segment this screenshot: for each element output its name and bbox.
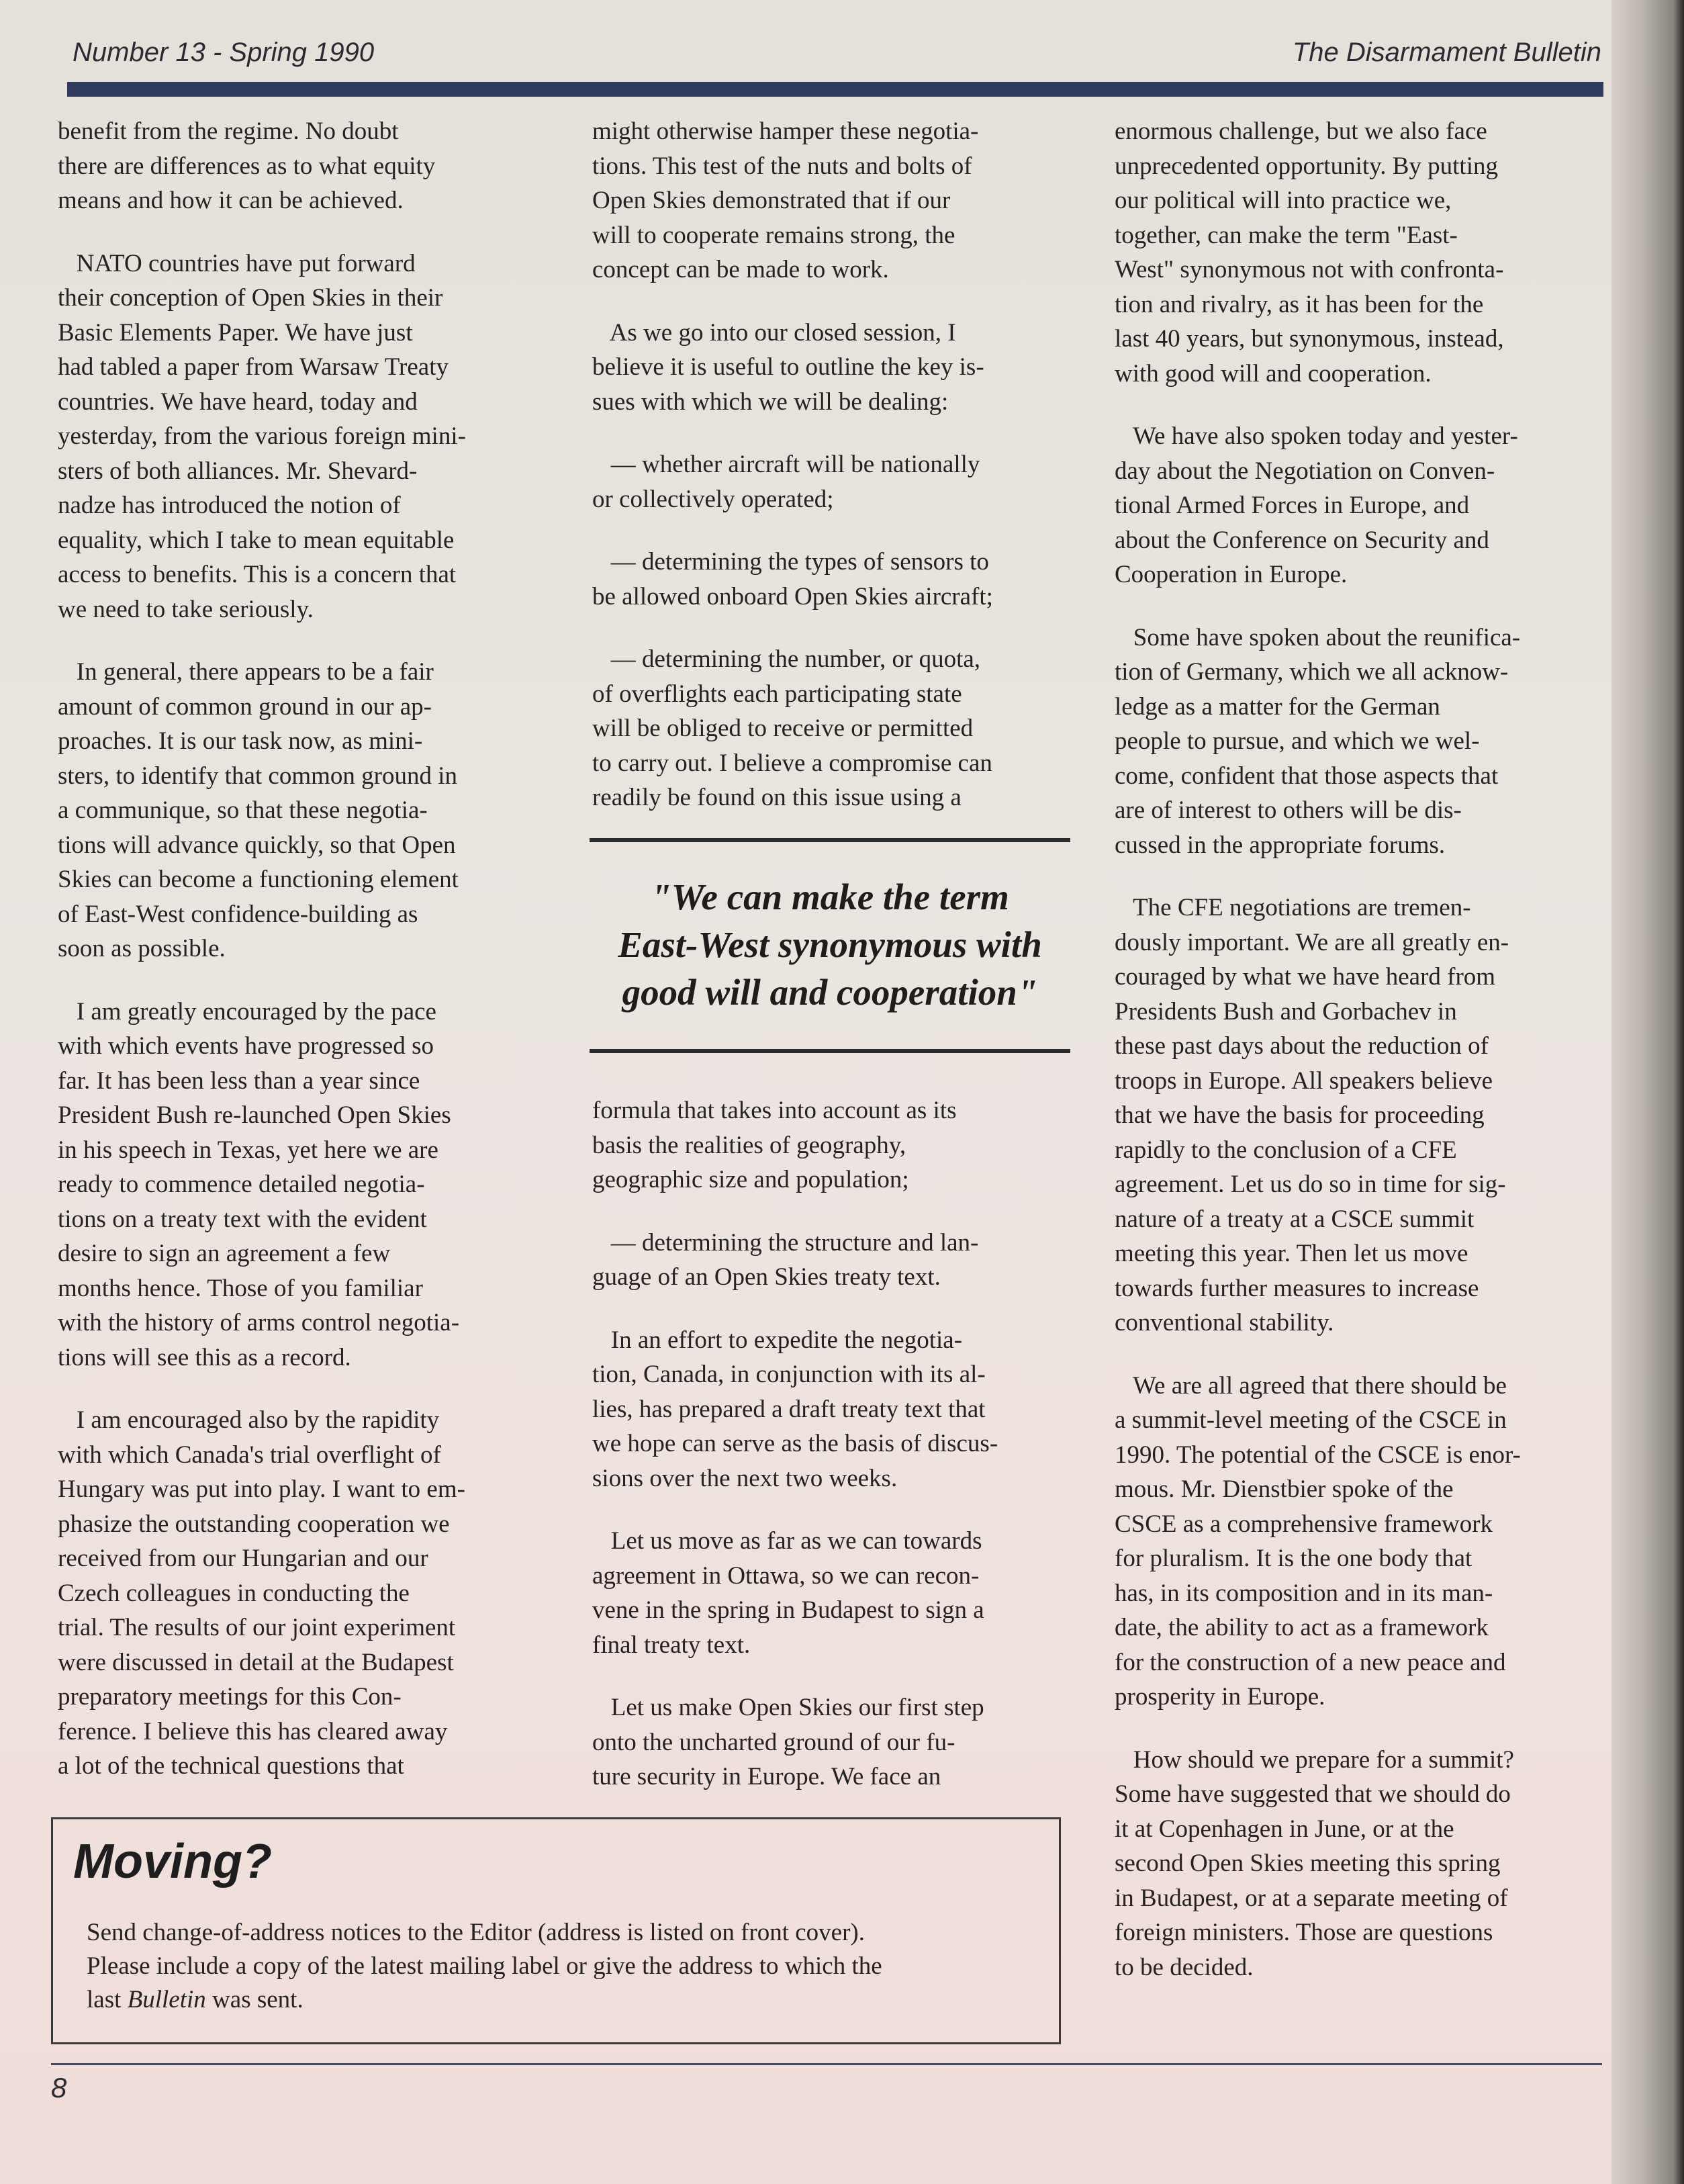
paragraph: We are all agreed that there should be a summit-level meeting of the CSCE in 1990. The potential of the CSCE is enor- mous. Mr. Dienstbier spoke of the CSCE as a comprehensive framework for pluralism. It is the one body that has, in its composition and in its man- date, the ability to act as a framework for the construction of a new peace and prosperity in Europe. — [1115, 1371, 1521, 1711]
header-rule — [67, 82, 1603, 97]
paragraph: — determining the number, or quota, of overflights each participating state will be obliged to receive or permitted to carry out. I believe a compromise can readily be found on this issue using a — [592, 645, 992, 811]
paragraph: might otherwise hamper these negotia- tions. This test of the nuts and bolts of Open Skies demonstrated that if our will to cooperate remains strong, the concept can be made to work. — [592, 118, 979, 283]
pull-quote: "We can make the term East-West synonymous with good will and cooperation" — [618, 876, 1042, 1013]
paragraph: I am greatly encouraged by the pace with which events have progressed so far. It has been less than a year since President Bush re-launched Open Skies in his speech in Texas, yet here we are ready to commence detailed negotia- tions on a treaty text with the evident desire to sign an agreement a few months hence. Those of you familiar with the history of arms control negotia- tions will see this as a record. — [58, 997, 460, 1371]
paragraph: As we go into our closed session, I believe it is useful to outline the key is- sues with which we will be dealing: — [592, 318, 984, 416]
moving-notice-title: Moving? — [73, 1835, 272, 1889]
notice-text-segment: was sent. — [205, 1986, 303, 2013]
pull-quote-top-rule — [590, 838, 1070, 842]
notice-line: Send change-of-address notices to the Editor (address is listed on front cover). — [87, 1919, 865, 1946]
publication-header: The Disarmament Bulletin — [1292, 38, 1601, 67]
paragraph: — determining the structure and lan- guage of an Open Skies treaty text. — [592, 1228, 979, 1291]
paragraph: — determining the types of sensors to be allowed onboard Open Skies aircraft; — [592, 548, 993, 610]
moving-notice-box — [51, 1817, 1061, 2044]
paragraph: formula that takes into account as its basis the realities of geography, geographic size and population; — [592, 1097, 957, 1193]
issue-header: Number 13 - Spring 1990 — [73, 38, 375, 67]
paragraph: Some have spoken about the reunifica- tion of Germany, which we all acknow- ledge as a matter for the German people to pursue, and which we wel- come, confident that those aspects that are of interest to others will be dis- cussed in the appropriate forums. — [1115, 623, 1521, 859]
column-3 — [1115, 114, 1598, 2013]
paragraph: In an effort to expedite the negotia- tion, Canada, in conjunction with its al- lies, has prepared a draft treaty text that we hope can serve as the basis of discus- sions over the next two weeks. — [592, 1326, 998, 1492]
notice-line — [87, 1983, 1054, 2017]
column-2-top — [592, 114, 1076, 844]
paragraph: The CFE negotiations are tremen- dously important. We are all greatly en- couraged by what we have heard from Presidents Bush and Gorbachev in these past days about the reduction of troops in Europe. All speakers believe that we have the basis for proceeding rapidly to the conclusion of a CFE agreement. Let us do so in time for sig- nature of a treaty at a CSCE summit meeting this year. Then let us move towards further measures to increase conventional stability. — [1115, 894, 1509, 1336]
notice-line: Please include a copy of the latest mailing label or give the address to which the — [87, 1952, 882, 1980]
paragraph: We have also spoken today and yester- day about the Negotiation on Conven- tional Armed Forces in Europe, and about the Conference on Security and Cooperation in Europe. — [1115, 422, 1518, 588]
paragraph: Let us make Open Skies our first step onto the uncharted ground of our fu- ture security in Europe. We face an — [592, 1694, 984, 1790]
column-2-bottom — [592, 1093, 1076, 1823]
paragraph: — whether aircraft will be nationally or collectively operated; — [592, 451, 980, 513]
paragraph: benefit from the regime. No doubt there are differences as to what equity means and how it can be achieved. — [58, 118, 436, 214]
paragraph: How should we prepare for a summit? Some have suggested that we should do it at Copenhagen in June, or at the second Open Skies meeting this spring in Budapest, or at a separate meeting of foreign ministers. Those are questions to be decided. — [1115, 1745, 1514, 1981]
moving-notice-text — [87, 1916, 1054, 2017]
paragraph: NATO countries have put forward their conception of Open Skies in their Basic Elements Paper. We have just had tabled a paper from Warsaw Treaty countries. We have heard, today and yesterday, from the various foreign mini- sters of both alliances. Mr. Shevard- nadze has introduced the notion of equality, which I take to mean equitable access to benefits. This is a concern that we need to take seriously. — [58, 249, 466, 623]
notice-text-segment: last — [87, 1986, 128, 2013]
column-1 — [58, 114, 548, 1812]
pull-quote-bottom-rule — [590, 1049, 1070, 1053]
page-number: 8 — [51, 2072, 67, 2103]
page-spine-shadow — [1611, 0, 1684, 2184]
bulletin-title-italic: Bulletin — [127, 1986, 206, 2013]
paragraph: enormous challenge, but we also face unprecedented opportunity. By putting our political will into practice we, together, can make the term "East- West" synonymous not with confronta- tion and rivalry, as it has been for the last 40 years, but synonymous, instead, with good will and cooperation. — [1115, 118, 1504, 388]
paragraph: Let us move as far as we can towards agreement in Ottawa, so we can recon- vene in the spring in Budapest to sign a final treaty text. — [592, 1527, 984, 1659]
paragraph: I am encouraged also by the rapidity with which Canada's trial overflight of Hungary was put into play. I want to em- phasize the outstanding cooperation we received from our Hungarian and our Czech colleagues in conducting the trial. The results of our joint experiment were discussed in detail at the Budapest preparatory meetings for this Con- ference. I believe this has cleared away a lot of the technical questions that — [58, 1406, 465, 1780]
paragraph: In general, there appears to be a fair amount of common ground in our ap- proaches. It is our task now, as mini- sters, to identify that common ground in a communique, so that these negotia- tions will advance quickly, so that Open Skies can become a functioning element of East-West confidence-building as soon as possible. — [58, 658, 459, 962]
footer-rule — [51, 2063, 1602, 2065]
